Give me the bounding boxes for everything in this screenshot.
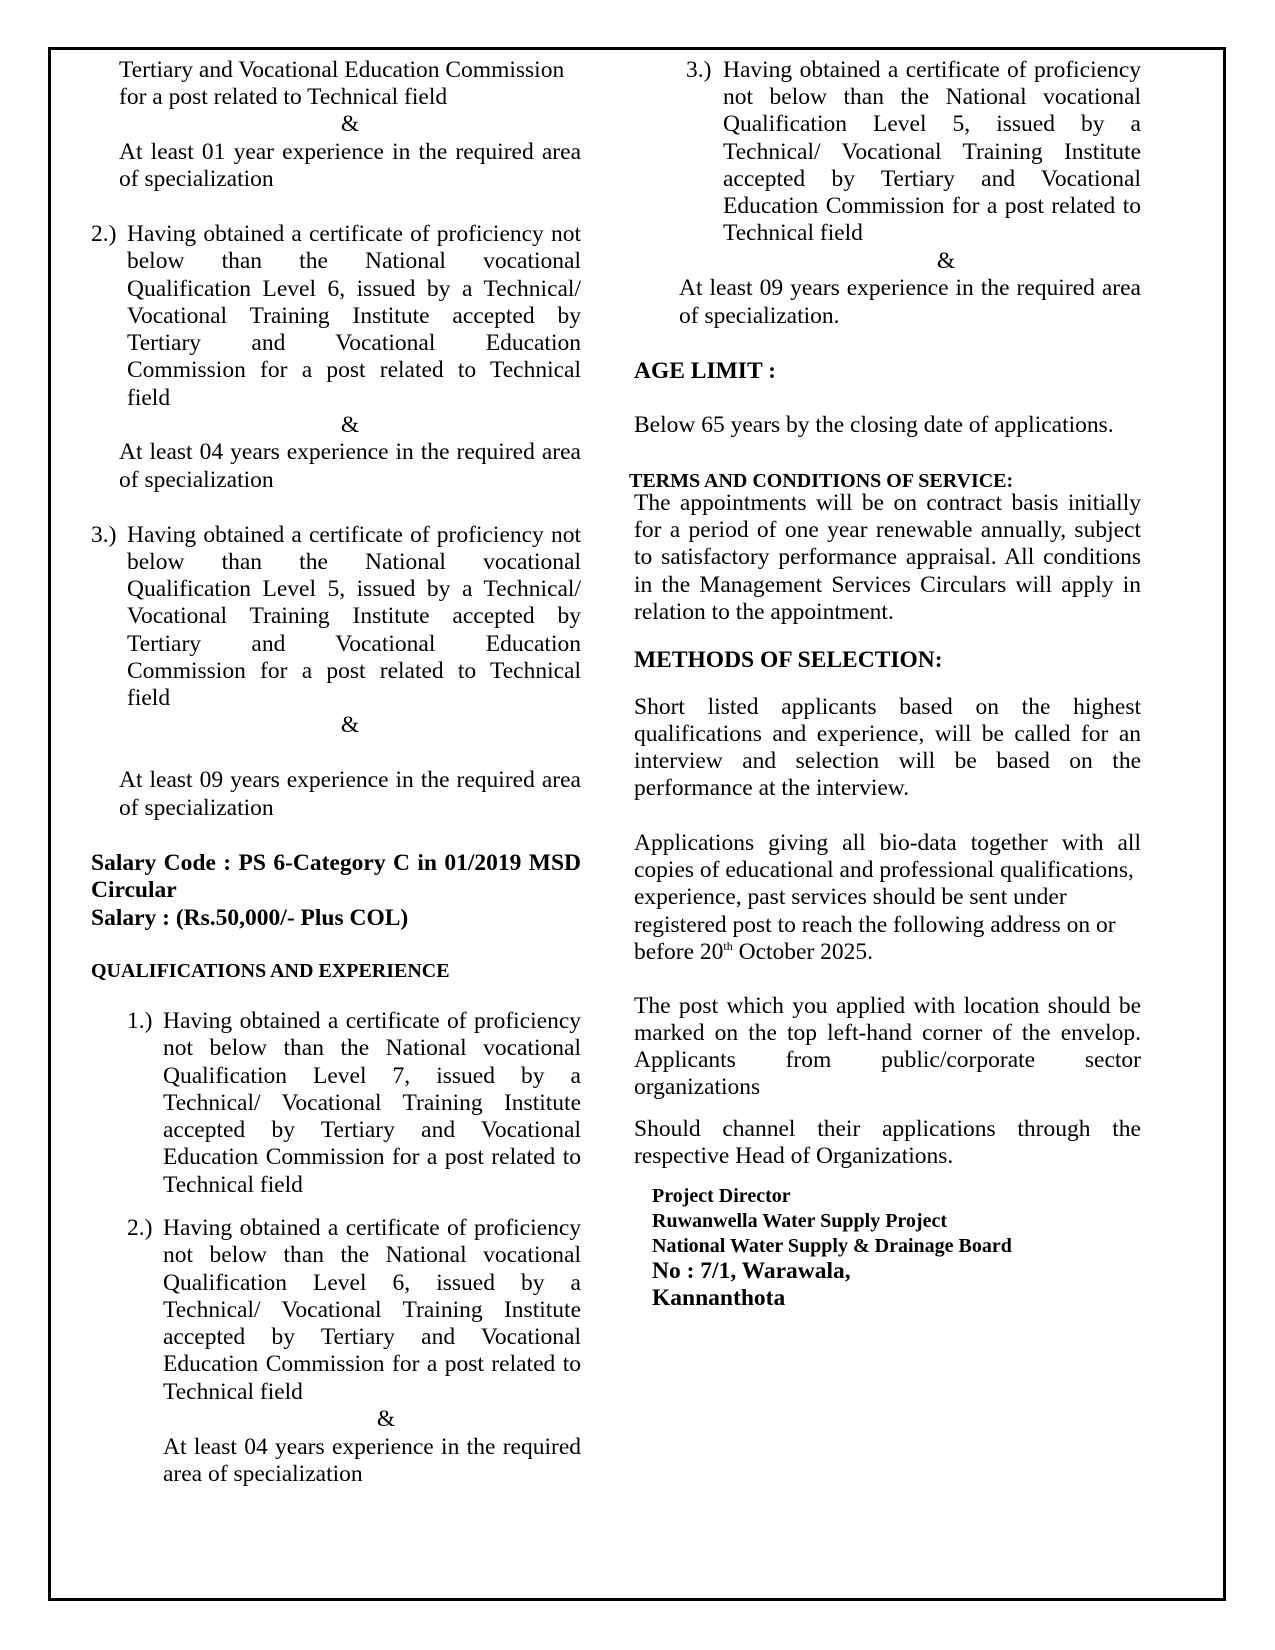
text-line: Commission for a post related to Technical — [127, 357, 581, 383]
text-line: Technical field — [723, 220, 863, 246]
text-line: marked on the top left-hand corner of the envelop. — [634, 1020, 1141, 1046]
text-line: accepted by Tertiary and Vocational — [163, 1324, 581, 1350]
salary-amount: Salary : (Rs.50,000/- Plus COL) — [91, 905, 409, 931]
text-line: At least 09 years experience in the required area — [119, 767, 581, 793]
text-line: accepted by Tertiary and Vocational — [163, 1117, 581, 1143]
text-line: Technical/ Vocational Training Institute — [163, 1090, 581, 1116]
deadline-sup: th — [723, 939, 733, 954]
text-line: Tertiary and Vocational Education Commission — [119, 57, 565, 83]
text-line: in the Management Services Circulars will apply in — [634, 572, 1141, 598]
age-limit-text: Below 65 years by the closing date of applications. — [634, 412, 1114, 438]
address-board: National Water Supply & Drainage Board — [652, 1235, 1012, 1257]
text-line: copies of educational and professional qualifications, — [634, 857, 1134, 883]
ampersand: & — [340, 412, 360, 438]
text-line: of specialization — [119, 467, 274, 493]
terms-heading: TERMS AND CONDITIONS OF SERVICE: — [629, 470, 1014, 492]
text-line: Technical field — [163, 1172, 303, 1198]
text-line: Applications giving all bio-data together with all — [634, 830, 1141, 856]
text-line: for a post related to Technical field — [119, 84, 448, 110]
text-line: not below than the National vocational — [163, 1242, 581, 1268]
text-line: Qualification Level 6, issued by a Technical/ — [127, 276, 581, 302]
text-line: Vocational Training Institute accepted by — [127, 603, 581, 629]
text-line: relation to the appointment. — [634, 599, 894, 625]
text-line: qualifications and experience, will be called for an — [634, 721, 1141, 747]
text-line: Short listed applicants based on the highest — [634, 694, 1141, 720]
deadline-line — [634, 939, 873, 967]
text-line: Technical/ Vocational Training Institute — [723, 139, 1141, 165]
text-line: organizations — [634, 1074, 761, 1100]
address-city: Kannanthota — [652, 1285, 786, 1311]
text-line: Technical/ Vocational Training Institute — [163, 1297, 581, 1323]
text-line: Technical field — [163, 1379, 303, 1405]
page-border — [48, 47, 1226, 1601]
deadline-prefix: before 20 — [634, 939, 724, 965]
text-line: Tertiary and Vocational Education — [127, 631, 581, 657]
text-line: respective Head of Organizations. — [634, 1143, 954, 1169]
text-line: Having obtained a certificate of proficiency not — [127, 522, 581, 548]
ampersand: & — [936, 248, 956, 274]
text-line: The appointments will be on contract basis initially — [634, 490, 1141, 516]
text-line: Qualification Level 5, issued by a — [723, 111, 1141, 137]
text-line: experience, past services should be sent under — [634, 884, 1067, 910]
text-line: Having obtained a certificate of proficiency — [723, 57, 1141, 83]
text-line: interview and selection will be based on the — [634, 748, 1141, 774]
text-line: not below than the National vocational — [723, 84, 1141, 110]
text-line: Qualification Level 6, issued by a — [163, 1270, 581, 1296]
text-line: performance at the interview. — [634, 775, 910, 801]
ampersand: & — [340, 712, 360, 738]
text-line: to satisfactory performance appraisal. All conditions — [634, 544, 1141, 570]
item-number: 2.) — [91, 221, 117, 247]
text-line: Tertiary and Vocational Education — [127, 330, 581, 356]
text-line: Having obtained a certificate of proficiency — [163, 1215, 581, 1241]
text-line: Commission for a post related to Technical — [127, 658, 581, 684]
text-line: accepted by Tertiary and Vocational — [723, 166, 1141, 192]
text-line: of specialization — [119, 795, 274, 821]
text-line: Education Commission for a post related to — [163, 1144, 581, 1170]
text-line: Education Commission for a post related to — [723, 193, 1141, 219]
address-title: Project Director — [652, 1185, 791, 1207]
text-line: At least 09 years experience in the required area — [679, 275, 1141, 301]
text-line: registered post to reach the following address on or — [634, 912, 1116, 938]
text-line: below than the National vocational — [127, 248, 581, 274]
salary-code-cont: Circular — [91, 877, 177, 903]
text-line: Vocational Training Institute accepted by — [127, 303, 581, 329]
selection-heading: METHODS OF SELECTION: — [634, 647, 943, 673]
item-number: 3.) — [686, 57, 712, 83]
text-line: of specialization. — [679, 303, 840, 329]
text-line: not below than the National vocational — [163, 1035, 581, 1061]
text-line: Having obtained a certificate of proficiency not — [127, 221, 581, 247]
ampersand: & — [376, 1406, 396, 1432]
item-number: 2.) — [127, 1215, 153, 1241]
item-number: 3.) — [91, 522, 117, 548]
ampersand: & — [340, 111, 360, 137]
text-line: Having obtained a certificate of proficiency — [163, 1008, 581, 1034]
qualifications-heading: QUALIFICATIONS AND EXPERIENCE — [91, 960, 450, 982]
text-line: The post which you applied with location should be — [634, 993, 1141, 1019]
address-street: No : 7/1, Warawala, — [652, 1258, 851, 1284]
text-line: At least 04 years experience in the required — [163, 1434, 581, 1460]
address-project: Ruwanwella Water Supply Project — [652, 1210, 948, 1232]
text-line: At least 01 year experience in the required area — [119, 139, 581, 165]
text-line: Qualification Level 5, issued by a Technical/ — [127, 576, 581, 602]
text-line: Qualification Level 7, issued by a — [163, 1063, 581, 1089]
text-line: for a period of one year renewable annually, subject — [634, 517, 1141, 543]
text-line: Should channel their applications through the — [634, 1116, 1141, 1142]
text-line: area of specialization — [163, 1461, 363, 1487]
deadline-suffix: October 2025. — [732, 939, 874, 965]
item-number: 1.) — [127, 1008, 153, 1034]
salary-code: Salary Code : PS 6-Category C in 01/2019 MSD — [91, 850, 581, 876]
text-line: At least 04 years experience in the required area — [119, 439, 581, 465]
text-line: of specialization — [119, 166, 274, 192]
text-line: Education Commission for a post related to — [163, 1351, 581, 1377]
text-line: field — [127, 385, 171, 411]
age-limit-heading: AGE LIMIT : — [634, 358, 776, 384]
text-line: field — [127, 685, 171, 711]
text-line: below than the National vocational — [127, 549, 581, 575]
text-line: Applicants from public/corporate sector — [634, 1047, 1141, 1073]
